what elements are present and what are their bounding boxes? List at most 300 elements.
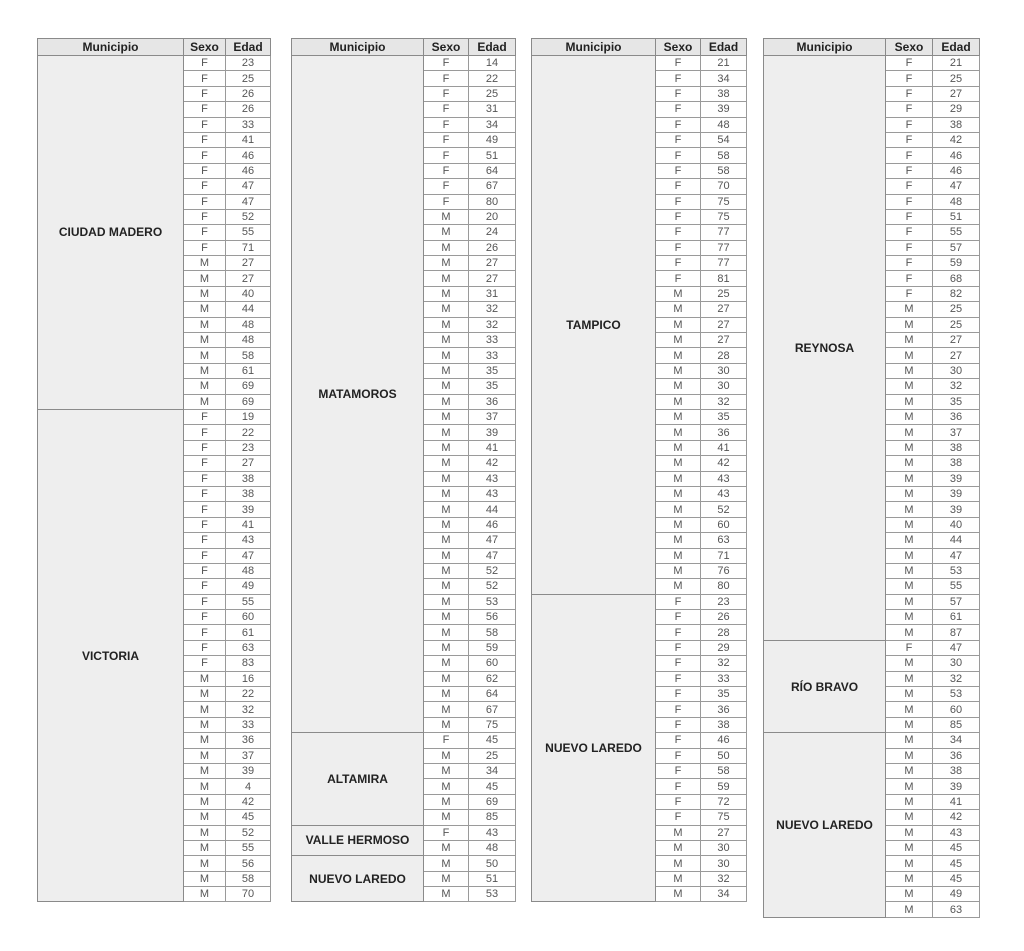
sexo-cell: F (184, 240, 226, 255)
edad-cell: 27 (933, 86, 980, 101)
edad-cell: 49 (933, 887, 980, 902)
edad-cell: 25 (933, 71, 980, 86)
sexo-cell: M (886, 840, 933, 855)
edad-cell: 56 (469, 610, 516, 625)
sexo-cell: M (424, 687, 469, 702)
table-row (764, 640, 980, 655)
edad-cell: 41 (226, 517, 271, 532)
edad-cell: 47 (933, 548, 980, 563)
sexo-cell: M (424, 209, 469, 224)
sexo-cell: M (886, 702, 933, 717)
edad-cell: 48 (469, 840, 516, 855)
sexo-cell: F (886, 256, 933, 271)
sexo-cell: F (424, 132, 469, 147)
sexo-cell: F (184, 86, 226, 101)
sexo-cell: F (184, 610, 226, 625)
sexo-cell: M (886, 687, 933, 702)
sexo-cell: F (656, 625, 701, 640)
edad-cell: 29 (933, 102, 980, 117)
edad-cell: 71 (226, 240, 271, 255)
edad-cell: 43 (469, 471, 516, 486)
sexo-cell: M (184, 871, 226, 886)
sexo-cell: F (184, 533, 226, 548)
sexo-cell: F (424, 194, 469, 209)
edad-cell: 46 (701, 733, 747, 748)
edad-cell: 53 (469, 594, 516, 609)
sexo-cell: F (424, 825, 469, 840)
sexo-cell: F (656, 748, 701, 763)
sexo-cell: M (886, 733, 933, 748)
edad-cell: 44 (226, 302, 271, 317)
municipio-cell: MATAMOROS (292, 56, 424, 733)
edad-cell: 30 (701, 379, 747, 394)
edad-cell: 49 (469, 132, 516, 147)
sexo-cell: F (184, 225, 226, 240)
edad-cell: 60 (469, 656, 516, 671)
edad-cell: 41 (933, 794, 980, 809)
sexo-cell: M (886, 471, 933, 486)
sexo-cell: M (184, 286, 226, 301)
sexo-cell: F (656, 132, 701, 147)
sexo-cell: F (886, 132, 933, 147)
sexo-cell: M (424, 579, 469, 594)
sexo-cell: M (424, 856, 469, 871)
edad-cell: 48 (226, 563, 271, 578)
sexo-cell: M (424, 656, 469, 671)
sexo-cell: M (886, 579, 933, 594)
sexo-cell: M (184, 363, 226, 378)
edad-cell: 75 (469, 717, 516, 732)
sexo-cell: F (886, 240, 933, 255)
sexo-cell: F (184, 163, 226, 178)
edad-cell: 64 (469, 163, 516, 178)
sexo-cell: F (184, 209, 226, 224)
sexo-cell: F (184, 502, 226, 517)
table-row (292, 856, 516, 871)
edad-cell: 48 (933, 194, 980, 209)
edad-cell: 50 (469, 856, 516, 871)
sexo-cell: F (184, 594, 226, 609)
edad-cell: 35 (701, 687, 747, 702)
sexo-cell: M (424, 517, 469, 532)
sexo-cell: M (424, 271, 469, 286)
edad-cell: 19 (226, 409, 271, 424)
header-sexo: Sexo (424, 39, 469, 56)
sexo-cell: M (886, 748, 933, 763)
edad-cell: 25 (469, 86, 516, 101)
edad-cell: 38 (933, 117, 980, 132)
sexo-cell: M (184, 256, 226, 271)
sexo-cell: M (886, 825, 933, 840)
edad-cell: 44 (933, 533, 980, 548)
sexo-cell: F (886, 102, 933, 117)
sexo-cell: M (886, 333, 933, 348)
edad-cell: 31 (469, 102, 516, 117)
sexo-cell: F (424, 71, 469, 86)
sexo-cell: F (656, 271, 701, 286)
edad-cell: 53 (933, 563, 980, 578)
edad-cell: 63 (701, 533, 747, 548)
edad-cell: 58 (701, 163, 747, 178)
sexo-cell: F (656, 225, 701, 240)
sexo-cell: M (184, 687, 226, 702)
edad-cell: 41 (701, 440, 747, 455)
sexo-cell: M (424, 425, 469, 440)
edad-cell: 58 (469, 625, 516, 640)
edad-cell: 55 (933, 579, 980, 594)
edad-cell: 46 (933, 148, 980, 163)
edad-cell: 46 (226, 163, 271, 178)
sexo-cell: M (424, 486, 469, 501)
sexo-cell: M (656, 840, 701, 855)
sexo-cell: F (656, 733, 701, 748)
sexo-cell: F (656, 717, 701, 732)
sexo-cell: F (886, 286, 933, 301)
sexo-cell: M (184, 271, 226, 286)
sexo-cell: M (886, 425, 933, 440)
edad-cell: 40 (933, 517, 980, 532)
sexo-cell: F (184, 132, 226, 147)
header-municipio: Municipio (532, 39, 656, 56)
edad-cell: 43 (469, 486, 516, 501)
edad-cell: 26 (469, 240, 516, 255)
sexo-cell: M (424, 640, 469, 655)
table-row (38, 409, 271, 424)
sexo-cell: M (184, 840, 226, 855)
sexo-cell: M (424, 363, 469, 378)
header-sexo: Sexo (656, 39, 701, 56)
sexo-cell: F (656, 256, 701, 271)
table-row (532, 594, 747, 609)
edad-cell: 32 (469, 302, 516, 317)
edad-cell: 80 (701, 579, 747, 594)
sexo-cell: M (886, 887, 933, 902)
edad-cell: 35 (933, 394, 980, 409)
sexo-cell: M (886, 794, 933, 809)
sexo-cell: F (184, 471, 226, 486)
edad-cell: 45 (226, 810, 271, 825)
edad-cell: 38 (701, 86, 747, 101)
edad-cell: 20 (469, 209, 516, 224)
edad-cell: 34 (701, 887, 747, 902)
edad-cell: 55 (226, 840, 271, 855)
sexo-cell: F (656, 163, 701, 178)
table-row (292, 825, 516, 840)
edad-cell: 32 (701, 656, 747, 671)
edad-cell: 35 (701, 409, 747, 424)
edad-cell: 38 (226, 486, 271, 501)
sexo-cell: M (424, 502, 469, 517)
edad-cell: 26 (226, 86, 271, 101)
edad-cell: 45 (933, 856, 980, 871)
sexo-cell: M (886, 394, 933, 409)
edad-cell: 68 (933, 271, 980, 286)
edad-cell: 67 (469, 702, 516, 717)
sexo-cell: M (656, 379, 701, 394)
edad-cell: 34 (469, 763, 516, 778)
sexo-cell: F (184, 102, 226, 117)
edad-cell: 32 (933, 379, 980, 394)
edad-cell: 51 (933, 209, 980, 224)
edad-cell: 36 (226, 733, 271, 748)
edad-cell: 61 (933, 610, 980, 625)
edad-cell: 32 (469, 317, 516, 332)
edad-cell: 27 (933, 348, 980, 363)
sexo-cell: F (656, 610, 701, 625)
edad-cell: 30 (701, 840, 747, 855)
edad-cell: 16 (226, 671, 271, 686)
header-sexo: Sexo (886, 39, 933, 56)
edad-cell: 42 (933, 132, 980, 147)
sexo-cell: M (886, 656, 933, 671)
sexo-cell: M (886, 625, 933, 640)
sexo-cell: M (656, 533, 701, 548)
municipio-cell: TAMPICO (532, 56, 656, 595)
edad-cell: 58 (226, 871, 271, 886)
edad-cell: 53 (933, 687, 980, 702)
edad-cell: 28 (701, 625, 747, 640)
sexo-cell: M (424, 533, 469, 548)
edad-cell: 60 (933, 702, 980, 717)
edad-cell: 48 (226, 317, 271, 332)
sexo-cell: M (886, 810, 933, 825)
edad-cell: 22 (226, 687, 271, 702)
sexo-cell: F (184, 640, 226, 655)
edad-cell: 27 (933, 333, 980, 348)
sexo-cell: M (424, 409, 469, 424)
sexo-cell: M (184, 856, 226, 871)
data-table-3 (531, 38, 747, 902)
municipio-cell: VALLE HERMOSO (292, 825, 424, 856)
sexo-cell: M (184, 733, 226, 748)
sexo-cell: F (656, 687, 701, 702)
header-municipio: Municipio (764, 39, 886, 56)
sexo-cell: M (424, 794, 469, 809)
edad-cell: 75 (701, 810, 747, 825)
sexo-cell: F (184, 117, 226, 132)
sexo-cell: F (656, 102, 701, 117)
edad-cell: 27 (226, 271, 271, 286)
sexo-cell: M (656, 563, 701, 578)
edad-cell: 28 (701, 348, 747, 363)
data-table-1 (37, 38, 271, 902)
sexo-cell: F (886, 163, 933, 178)
sexo-cell: F (184, 148, 226, 163)
edad-cell: 46 (469, 517, 516, 532)
edad-cell: 30 (701, 856, 747, 871)
edad-cell: 38 (933, 456, 980, 471)
sexo-cell: M (424, 763, 469, 778)
sexo-cell: F (184, 179, 226, 194)
edad-cell: 47 (226, 548, 271, 563)
municipio-cell: NUEVO LAREDO (764, 733, 886, 918)
edad-cell: 27 (226, 256, 271, 271)
edad-cell: 52 (469, 579, 516, 594)
header-edad: Edad (933, 39, 980, 56)
edad-cell: 72 (701, 794, 747, 809)
sexo-cell: M (656, 517, 701, 532)
municipio-cell: NUEVO LAREDO (532, 594, 656, 902)
edad-cell: 35 (469, 379, 516, 394)
sexo-cell: M (424, 810, 469, 825)
edad-cell: 81 (701, 271, 747, 286)
sexo-cell: M (184, 302, 226, 317)
edad-cell: 33 (469, 333, 516, 348)
sexo-cell: M (656, 440, 701, 455)
sexo-cell: M (886, 379, 933, 394)
edad-cell: 45 (933, 840, 980, 855)
edad-cell: 75 (701, 194, 747, 209)
edad-cell: 82 (933, 286, 980, 301)
sexo-cell: M (184, 394, 226, 409)
edad-cell: 58 (701, 763, 747, 778)
sexo-cell: F (424, 163, 469, 178)
sexo-cell: M (656, 333, 701, 348)
municipio-cell: NUEVO LAREDO (292, 856, 424, 902)
edad-cell: 30 (701, 363, 747, 378)
sexo-cell: M (424, 717, 469, 732)
edad-cell: 47 (933, 179, 980, 194)
sexo-cell: M (424, 317, 469, 332)
edad-cell: 52 (469, 563, 516, 578)
sexo-cell: M (184, 333, 226, 348)
sexo-cell: M (886, 717, 933, 732)
sexo-cell: M (886, 856, 933, 871)
sexo-cell: M (184, 717, 226, 732)
edad-cell: 55 (933, 225, 980, 240)
edad-cell: 70 (701, 179, 747, 194)
edad-cell: 36 (701, 425, 747, 440)
edad-cell: 47 (469, 533, 516, 548)
edad-cell: 42 (701, 456, 747, 471)
edad-cell: 27 (469, 271, 516, 286)
sexo-cell: M (424, 871, 469, 886)
sexo-cell: M (184, 671, 226, 686)
edad-cell: 75 (701, 209, 747, 224)
sexo-cell: M (656, 471, 701, 486)
edad-cell: 71 (701, 548, 747, 563)
edad-cell: 80 (469, 194, 516, 209)
edad-cell: 32 (933, 671, 980, 686)
sexo-cell: M (656, 363, 701, 378)
sexo-cell: M (886, 533, 933, 548)
sexo-cell: F (184, 517, 226, 532)
sexo-cell: M (656, 856, 701, 871)
sexo-cell: M (184, 379, 226, 394)
edad-cell: 51 (469, 148, 516, 163)
edad-cell: 26 (701, 610, 747, 625)
sexo-cell: F (886, 194, 933, 209)
edad-cell: 47 (226, 194, 271, 209)
sexo-cell: F (184, 548, 226, 563)
edad-cell: 32 (701, 394, 747, 409)
sexo-cell: M (656, 502, 701, 517)
edad-cell: 36 (933, 748, 980, 763)
sexo-cell: F (656, 671, 701, 686)
sexo-cell: M (424, 379, 469, 394)
edad-cell: 41 (469, 440, 516, 455)
sexo-cell: F (886, 56, 933, 71)
sexo-cell: M (886, 348, 933, 363)
edad-cell: 42 (226, 794, 271, 809)
sexo-cell: M (886, 440, 933, 455)
edad-cell: 59 (701, 779, 747, 794)
edad-cell: 33 (226, 717, 271, 732)
sexo-cell: M (886, 548, 933, 563)
data-table-4 (763, 38, 980, 918)
edad-cell: 69 (226, 394, 271, 409)
edad-cell: 77 (701, 225, 747, 240)
sexo-cell: M (424, 456, 469, 471)
edad-cell: 29 (701, 640, 747, 655)
edad-cell: 59 (933, 256, 980, 271)
sexo-cell: F (184, 625, 226, 640)
edad-cell: 70 (226, 887, 271, 902)
header-edad: Edad (469, 39, 516, 56)
sexo-cell: F (886, 179, 933, 194)
table-row (532, 56, 747, 71)
edad-cell: 37 (469, 409, 516, 424)
sexo-cell: M (184, 810, 226, 825)
sexo-cell: M (886, 902, 933, 917)
sexo-cell: F (184, 194, 226, 209)
sexo-cell: M (424, 440, 469, 455)
edad-cell: 23 (226, 56, 271, 71)
sexo-cell: F (886, 148, 933, 163)
sexo-cell: M (886, 517, 933, 532)
edad-cell: 22 (469, 71, 516, 86)
sexo-cell: F (424, 148, 469, 163)
sexo-cell: M (424, 394, 469, 409)
table-row (38, 56, 271, 71)
sexo-cell: M (424, 286, 469, 301)
edad-cell: 31 (469, 286, 516, 301)
edad-cell: 52 (226, 825, 271, 840)
table-row (292, 56, 516, 71)
sexo-cell: F (886, 71, 933, 86)
sexo-cell: M (656, 579, 701, 594)
edad-cell: 54 (701, 132, 747, 147)
edad-cell: 33 (701, 671, 747, 686)
sexo-cell: F (886, 209, 933, 224)
header-municipio: Municipio (292, 39, 424, 56)
edad-cell: 57 (933, 240, 980, 255)
sexo-cell: M (424, 225, 469, 240)
edad-cell: 47 (469, 548, 516, 563)
edad-cell: 39 (226, 763, 271, 778)
header-edad: Edad (701, 39, 747, 56)
edad-cell: 38 (701, 717, 747, 732)
edad-cell: 48 (701, 117, 747, 132)
edad-cell: 52 (226, 209, 271, 224)
edad-cell: 69 (226, 379, 271, 394)
sexo-cell: F (656, 209, 701, 224)
edad-cell: 38 (933, 763, 980, 778)
sexo-cell: F (184, 579, 226, 594)
edad-cell: 43 (226, 533, 271, 548)
edad-cell: 37 (226, 748, 271, 763)
municipio-cell: CIUDAD MADERO (38, 56, 184, 410)
sexo-cell: F (184, 71, 226, 86)
sexo-cell: M (886, 671, 933, 686)
edad-cell: 38 (226, 471, 271, 486)
sexo-cell: F (656, 594, 701, 609)
edad-cell: 60 (226, 610, 271, 625)
edad-cell: 39 (933, 486, 980, 501)
sexo-cell: F (424, 179, 469, 194)
edad-cell: 46 (933, 163, 980, 178)
edad-cell: 48 (226, 333, 271, 348)
